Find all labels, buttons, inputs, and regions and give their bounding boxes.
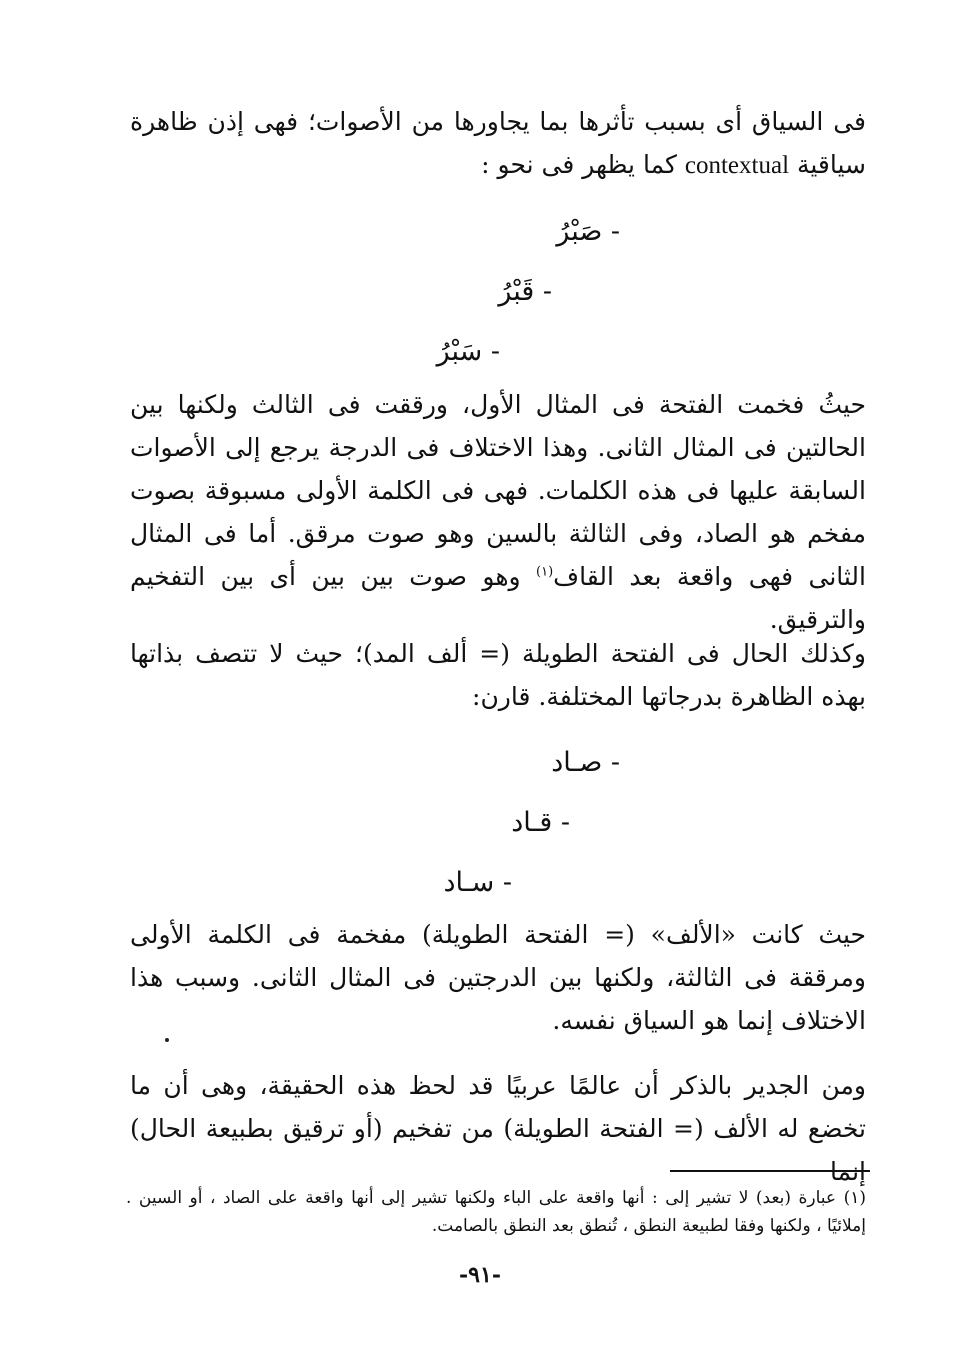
paragraph-4: ومن الجدير بالذكر أن عالمًا عربيًا قد لحظ هذه الحقيقة، وهى أن ما تخضع له الألف (= الفتحة الطويلة) من تفخيم (أو ترقيق بطبيعة الحال) إنما: [130, 1071, 866, 1186]
footnote-divider: [670, 1170, 870, 1172]
intro-line-2-after: كما يظهر فى نحو :: [481, 150, 677, 179]
example-qaad: - قـاد: [511, 807, 570, 838]
paragraph-1-text: حيثُ فخمت الفتحة فى المثال الأول، ورققت فى الثالث ولكنها بين الحالتين فى المثال الثانى. وهذا الاختلاف فى الدرجة يرجع إلى الأصوات السابقة عليها فى هذه الكلمات. فهى فى الكلمة الأولى مسبوقة بصوت مفخم هو الصاد، وفى الثالثة بالسين وهو صوت مرقق. أما فى المثال الثانى فهى واقعة بعد القاف: [130, 390, 866, 591]
example-qabr: - قَبْرُ: [498, 276, 552, 307]
paragraph-3: حيث كانت «الألف» (= الفتحة الطويلة) مفخمة فى الكلمة الأولى ومرققة فى الثالثة، ولكنها بين الدرجتين فى المثال الثانى. وسبب هذا الاختلاف إنما هو السياق نفسه.: [130, 920, 866, 1035]
example-sabr-sin: - سَبْرُ: [436, 336, 500, 367]
intro-line-2-before: سياقية: [796, 150, 866, 179]
scan-speck: [165, 1038, 169, 1042]
example-saad-sin: - سـاد: [443, 867, 512, 898]
page-number: -٩١-: [459, 1262, 501, 1288]
intro-line-1: فى السياق أى بسبب تأثرها بما يجاورها من الأصوات؛ فهى إذن ظاهرة: [130, 107, 866, 136]
paragraph-2: وكذلك الحال فى الفتحة الطويلة (= ألف المد)؛ حيث لا تتصف بذاتها بهذه الظاهرة بدرجاتها المختلفة. قارن:: [130, 639, 866, 711]
footnote-reference: (١): [536, 564, 554, 580]
example-saad: - صـاد: [551, 747, 620, 778]
contextual-term: contextual: [684, 152, 790, 179]
example-sabr: - صَبْرُ: [556, 216, 620, 247]
paragraph-1: [130, 383, 866, 641]
intro-paragraph: [130, 100, 866, 187]
footnote: (١) عبارة (بعد) لا تشير إلى : أنها واقعة على الباء ولكنها تشير إلى أنها واقعة على الصاد ، أو السين . إملائيًا ، ولكنها وفقا لطبيعة النطق ، تُنطق بعد النطق بالصامت.: [126, 1188, 866, 1236]
paragraph-1-ending: وهو صوت بين بين أى بين التفخيم والترقيق.: [130, 562, 866, 634]
